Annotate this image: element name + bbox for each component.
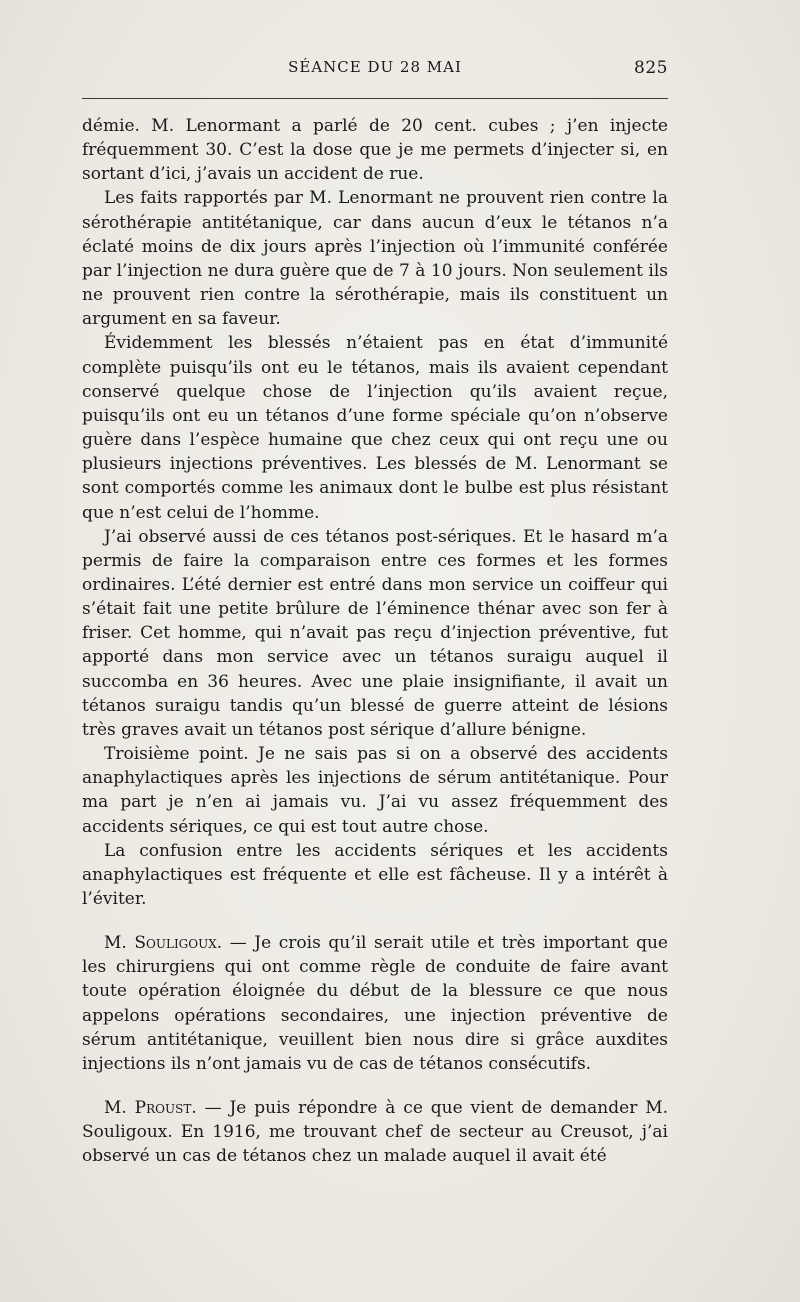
section-gap <box>82 1076 668 1096</box>
paragraph-immunity: Évidemment les blessés n’étaient pas en état d’immunité complète puisqu’ils ont eu le tétanos, mais ils avaient cependant conservé quelque chose de l’injection qu’ils avaient reçue, puisqu’ils ont eu un tétanos d’une forme spéciale qu’on n’observe guère dans l’espèce humaine que chez ceux qui ont reçu une ou plusieurs injections préventives. Les blessés de M. Lenormant se sont comportés comme les animaux dont le bulbe est plus résistant que n’est celui de l’homme. <box>82 333 668 523</box>
page-header <box>82 58 668 82</box>
paragraph-confusion: La confusion entre les accidents sériques et les accidents anaphylactiques est fréquente et elle est fâcheuse. Il y a intérêt à l’éviter. <box>82 840 668 909</box>
header-rule <box>82 98 668 99</box>
paragraph-observations: J’ai observé aussi de ces tétanos post-sériques. Et le hasard m’a permis de faire la comparaison entre ces formes et les formes ordinaires. L’été dernier est entré dans mon service un coiffeur qui s’était fait une petite brûlure de l’éminence thénar avec son fer à friser. Cet homme, qui n’avait pas reçu d’injection préventive, fut apporté dans mon service avec un tétanos suraigu auquel il succomba en 36 heures. Avec une plaie insignifiante, il avait un tétanos suraigu tandis qu’un blessé de guerre atteint de lésions très graves avait un tétanos post sérique d’allure bénigne. <box>82 526 668 740</box>
running-title: SÉANCE DU 28 MAI <box>288 58 462 76</box>
speaker-proust-name: M. Proust. <box>104 1098 197 1119</box>
paragraph-facts: Les faits rapportés par M. Lenormant ne prouvent rien contre la sérothérapie antitétanique, car dans aucun d’eux le tétanos n’a éclaté moins de dix jours après l’injection où l’immunité conférée par l’injection ne dura guère que de 7 à 10 jours. Non seulement ils ne prouvent rien contre la sérothérapie, mais ils constituent un argument en sa faveur. <box>82 188 668 330</box>
paragraph-continuation: démie. M. Lenormant a parlé de 20 cent. cubes ; j’en injecte fréquemment 30. C’est la dose que je me permets d’injecter si, en sortant d’ici, j’avais un accident de rue. <box>82 116 668 185</box>
page-number: 825 <box>634 58 668 78</box>
speaker-proust-paragraph <box>82 1096 668 1168</box>
body-text <box>82 114 668 1169</box>
speaker-souligoux-text: — Je crois qu’il serait utile et très important que les chirurgiens qui ont comme règle de conduite de faire avant toute opération éloignée du début de la blessure ce que nous appelons opérations secondaires, une injection préventive de sérum antitétanique, veuillent bien nous dire si grâce auxdites injections ils n’ont jamais vu de cas de tétanos consécutifs. <box>82 933 668 1074</box>
section-gap <box>82 911 668 931</box>
speaker-souligoux-name: M. Souligoux. <box>104 933 223 954</box>
speaker-proust-text: — Je puis répondre à ce que vient de demander M. Souligoux. En 1916, me trouvant chef de secteur au Creusot, j’ai observé un cas de tétanos chez un malade auquel il avait été <box>82 1098 668 1167</box>
speaker-souligoux-paragraph <box>82 931 668 1076</box>
paragraph-third-point: Troisième point. Je ne sais pas si on a observé des accidents anaphylactiques après les injections de sérum antitétanique. Pour ma part je n’en ai jamais vu. J’ai vu assez fréquemment des accidents sériques, ce qui est tout autre chose. <box>82 744 668 837</box>
